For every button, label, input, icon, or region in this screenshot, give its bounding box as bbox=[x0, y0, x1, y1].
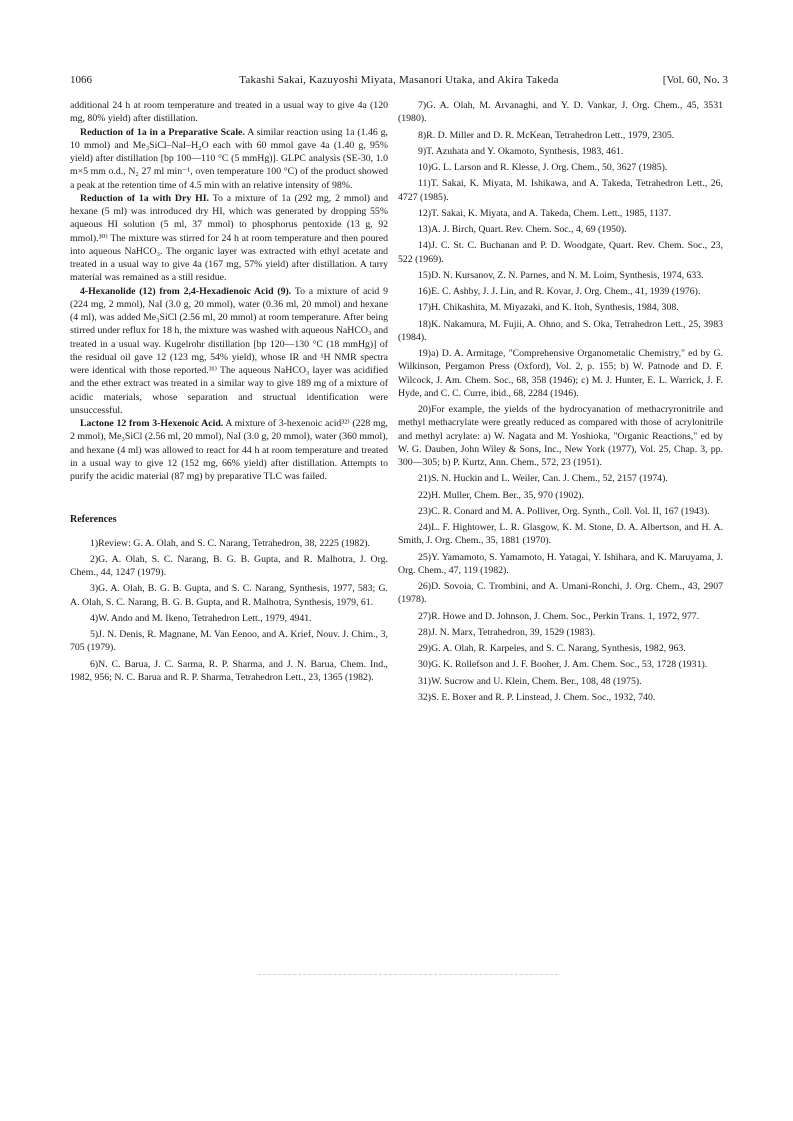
reference-number: 3) bbox=[90, 583, 99, 595]
reference-item bbox=[70, 612, 388, 625]
running-header bbox=[70, 73, 728, 89]
section-run-in-title: Reduction of 1a with Dry HI. bbox=[80, 192, 209, 204]
reference-number: 1) bbox=[90, 537, 99, 549]
volume-issue: [Vol. 60, No. 3 bbox=[662, 74, 728, 86]
references-list-left bbox=[70, 537, 388, 685]
reference-number: 18) bbox=[418, 318, 432, 330]
reference-item bbox=[398, 239, 723, 266]
reference-text: Y. Yamamoto, S. Yamamoto, H. Yatagai, Y. Ishihara, and K. Maruyama, J. Org. Chem., 47, 119 (1982). bbox=[398, 551, 723, 576]
reference-text: S. N. Huckin and L. Weiler, Can. J. Chem., 52, 2157 (1974). bbox=[431, 473, 668, 485]
reference-text: G. K. Rollefson and J. F. Booher, J. Am. Chem. Soc., 53, 1728 (1931). bbox=[431, 659, 708, 671]
reference-item bbox=[398, 472, 723, 485]
reference-item bbox=[398, 161, 723, 174]
reference-text: G. L. Larson and R. Klesse, J. Org. Chem., 50, 3627 (1985). bbox=[431, 162, 668, 173]
reference-text: N. C. Barua, J. C. Sarma, R. P. Sharma, and J. N. Barua, Chem. Ind., 1982, 956; N. C. Barua and R. P. Sharma, Tetrahedron Lett., 23, 1365 (1982). bbox=[70, 658, 388, 683]
reference-item bbox=[398, 505, 723, 518]
reference-item bbox=[70, 628, 388, 655]
right-column bbox=[398, 99, 723, 707]
footer-rule bbox=[258, 974, 558, 976]
reference-item bbox=[70, 553, 388, 580]
reference-text: T. Azuhata and Y. Okamoto, Synthesis, 1983, 461. bbox=[426, 145, 624, 157]
reference-number: 5) bbox=[90, 629, 99, 640]
reference-text: Review: G. A. Olah, and S. C. Narang, Tetrahedron, 38, 2225 (1982). bbox=[98, 537, 370, 549]
reference-item bbox=[398, 403, 723, 469]
reference-number: 9) bbox=[418, 145, 427, 157]
paragraph bbox=[70, 285, 388, 418]
paragraph bbox=[70, 126, 388, 192]
reference-text: A. J. Birch, Quart. Rev. Chem. Soc., 4, 69 (1950). bbox=[431, 224, 627, 235]
reference-text: H. Muller, Chem. Ber., 35, 970 (1902). bbox=[431, 489, 584, 501]
reference-number: 11) bbox=[418, 178, 431, 190]
reference-text: T. Sakai, K. Miyata, and A. Takeda, Chem. Lett., 1985, 1137. bbox=[431, 207, 671, 219]
reference-item bbox=[398, 285, 723, 298]
reference-number: 25) bbox=[418, 551, 432, 563]
left-column bbox=[70, 99, 388, 687]
references-list-right bbox=[398, 99, 723, 704]
reference-number: 23) bbox=[418, 505, 432, 517]
reference-text: C. R. Conard and M. A. Polliver, Org. Synth., Coll. Vol. II, 167 (1943). bbox=[431, 505, 710, 517]
reference-item bbox=[398, 521, 723, 548]
paragraph-text: additional 24 h at room temperature and treated in a usual way to give 4a (120 mg, 80% yield) after distillation. bbox=[70, 100, 388, 125]
reference-item bbox=[398, 318, 723, 345]
reference-text: For example, the yields of the hydrocyanation of methacryronitrile and methyl methacrylate were greatly reduced as compared with those of acrylonitrile and methyl acrylate: a) W. Nagata and M. Yoshioka, "Organic Reactions," ed by W. G. Dauben, John Wiley & Sons, Inc., New York (1977), Vol. 25, Chap. 3, pp. 300—305; b) P. Kurtz, Ann. Chem., 572, 23 (1951). bbox=[398, 404, 723, 468]
reference-text: G. A. Olah, R. Karpeles, and S. C. Narang, Synthesis, 1982, 963. bbox=[431, 643, 686, 654]
reference-text: J. N. Marx, Tetrahedron, 39, 1529 (1983). bbox=[431, 626, 596, 638]
reference-text: G. A. Olah, B. G. B. Gupta, and S. C. Narang, Synthesis, 1977, 583; G. A. Olah, S. C. Narang, B. G. B. Gupta, and R. Malhotra, Synthesis, 1979, 61. bbox=[70, 583, 388, 608]
reference-number: 26) bbox=[418, 581, 432, 592]
reference-number: 17) bbox=[418, 302, 432, 314]
reference-item bbox=[398, 129, 723, 142]
reference-number: 24) bbox=[418, 522, 432, 533]
section-run-in-title: Lactone 12 from 3-Hexenoic Acid. bbox=[80, 418, 224, 429]
reference-number: 29) bbox=[418, 643, 432, 654]
reference-text: D. N. Kursanov, Z. N. Parnes, and N. M. Loim, Synthesis, 1974, 633. bbox=[431, 269, 704, 281]
reference-text: E. C. Ashby, J. J. Lin, and R. Kovar, J. Org. Chem., 41, 1939 (1976). bbox=[431, 286, 701, 297]
reference-number: 10) bbox=[418, 162, 432, 173]
reference-text: R. Howe and D. Johnson, J. Chem. Soc., Perkin Trans. 1, 1972, 977. bbox=[431, 610, 700, 622]
section-run-in-title: Reduction of 1a in a Preparative Scale. bbox=[80, 126, 245, 138]
reference-number: 28) bbox=[418, 626, 432, 638]
reference-item bbox=[398, 177, 723, 204]
reference-text: J. C. St. C. Buchanan and P. D. Woodgate, Quart. Rev. Chem. Soc., 23, 522 (1969). bbox=[398, 240, 723, 265]
reference-text: W. Ando and M. Ikeno, Tetrahedron Lett., 1979, 4941. bbox=[98, 612, 312, 624]
reference-number: 30) bbox=[418, 659, 432, 671]
reference-text: K. Nakamura, M. Fujii, A. Ohno, and S. Oka, Tetrahedron Lett., 25, 3983 (1984). bbox=[398, 318, 723, 343]
references-heading: References bbox=[70, 514, 117, 526]
reference-item bbox=[70, 537, 388, 550]
reference-item bbox=[398, 347, 723, 400]
paragraph-text: To a mixture of 1a (292 mg, 2 mmol) and hexane (5 ml) was introduced dry HI, which was generated by dropping 55% aqueous HI solution (5 ml, 37 mmol) to phosphorus pentoxide (13 g, 92 mmol).³⁰⁾ The mixture was stirred for 24 h at room temperature and then poured into aqueous NaHCO₃. The organic layer was extracted with ethyl acetate and treated in a usual way to give 4a (167 mg, 57% yield) after distillation. A tarry material was remained as a still residue. bbox=[70, 192, 389, 284]
reference-item bbox=[398, 269, 723, 282]
reference-number: 27) bbox=[418, 610, 432, 622]
page-number: 1066 bbox=[70, 74, 92, 86]
reference-item bbox=[398, 691, 723, 704]
paragraph-text: To a mixture of acid 9 (224 mg, 2 mmol), NaI (3.0 g, 20 mmol), water (0.36 ml, 20 mmol) and hexane (4 ml), was added Me₃SiCl (2.56 ml, 20 mmol) at room temperature. After being stirred under reflux for 18 h, the mixture was washed with aqueous NaHCO₃ and treated in a usual way. Kugelrohr distillation [bp 120—130 °C (18 mmHg)] of the residual oil gave 12 (123 mg, 54% yield), whose IR and ¹H NMR spectra were identical with those reported.³¹⁾ The aqueous NaHCO₃ layer was acidified and the ether extract was treated in a similar way to give 189 mg of a mixture of acidic materials, whose separation and structual identification were unsuccessful. bbox=[70, 285, 388, 416]
reference-item bbox=[398, 610, 723, 623]
reference-item bbox=[398, 626, 723, 639]
reference-number: 8) bbox=[418, 129, 427, 141]
reference-text: S. E. Boxer and R. P. Linstead, J. Chem. Soc., 1932, 740. bbox=[431, 691, 656, 703]
reference-text: L. F. Hightower, L. R. Glasgow, K. M. Stone, D. A. Albertson, and H. A. Smith, J. Org. Chem., 35, 1881 (1970). bbox=[398, 522, 723, 547]
reference-number: 32) bbox=[418, 691, 432, 703]
reference-number: 14) bbox=[418, 240, 432, 252]
reference-text: R. D. Miller and D. R. McKean, Tetrahedron Lett., 1979, 2305. bbox=[426, 129, 675, 141]
reference-item bbox=[398, 489, 723, 502]
reference-item bbox=[398, 658, 723, 671]
reference-number: 2) bbox=[90, 553, 99, 565]
paragraph bbox=[70, 99, 388, 126]
reference-number: 16) bbox=[418, 286, 432, 297]
paragraph bbox=[70, 417, 388, 483]
reference-number: 19) bbox=[418, 348, 432, 359]
reference-number: 31) bbox=[418, 675, 432, 687]
reference-item bbox=[398, 580, 723, 607]
reference-text: T. Sakai, K. Miyata, M. Ishikawa, and A. Takeda, Tetrahedron Lett., 26, 4727 (1985). bbox=[398, 178, 723, 203]
reference-number: 7) bbox=[418, 100, 427, 111]
reference-item bbox=[398, 675, 723, 688]
reference-item bbox=[398, 642, 723, 655]
reference-item bbox=[398, 223, 723, 236]
running-authors: Takashi Sakai, Kazuyoshi Miyata, Masanori Utaka, and Akira Takeda bbox=[239, 74, 559, 86]
reference-number: 12) bbox=[418, 207, 432, 219]
reference-text: G. A. Olah, M. Arvanaghi, and Y. D. Vankar, J. Org. Chem., 45, 3531 (1980). bbox=[398, 100, 723, 125]
reference-text: a) D. A. Armitage, "Comprehensive Organometalic Chemistry," ed by G. Wilkinson, Pergamon Press (Oxford), Vol. 2, p. 155; b) W. Patnode and D. F. Wilcock, J. Am. Chem. Soc., 68, 358 (1946); c) M. J. Hunter, E. L. Warrick, J. F. Hyde, and C. C. Curre, ibid., 68, 2284 (1946). bbox=[398, 348, 723, 399]
reference-item bbox=[398, 551, 723, 578]
reference-item bbox=[398, 207, 723, 220]
paragraph bbox=[70, 192, 388, 285]
reference-text: J. N. Denis, R. Magnane, M. Van Eenoo, and A. Krief, Nouv. J. Chim., 3, 705 (1979). bbox=[70, 629, 388, 654]
reference-item bbox=[398, 99, 723, 126]
reference-number: 15) bbox=[418, 269, 432, 281]
reference-number: 21) bbox=[418, 473, 432, 485]
reference-number: 22) bbox=[418, 489, 432, 501]
reference-item bbox=[70, 582, 388, 609]
reference-number: 6) bbox=[90, 658, 99, 670]
paragraph-text: A similar reaction using 1a (1.46 g, 10 mmol) and Me₃SiCl–NaI–H₂O each with 60 mmol gave 4a (1.40 g, 95% yield) after distillation [bp 100—110 °C (5 mmHg)]. GLPC analysis (SE-30, 1.0 m×5 mm o.d., N₂ 27 ml min⁻¹, oven temperature 100 °C) of the product showed a peak at the retention time of 4.5 min with an relative intensity of 98%. bbox=[70, 126, 389, 191]
reference-text: G. A. Olah, S. C. Narang, B. G. B. Gupta, and R. Malhotra, J. Org. Chem., 44, 1247 (1979). bbox=[70, 553, 388, 578]
reference-item bbox=[70, 658, 388, 685]
reference-text: D. Sovoia, C. Trombini, and A. Umani-Ronchi, J. Org. Chem., 43, 2907 (1978). bbox=[398, 581, 723, 606]
reference-item bbox=[398, 145, 723, 158]
reference-number: 13) bbox=[418, 224, 432, 235]
reference-text: H. Chikashita, M. Miyazaki, and K. Itoh, Synthesis, 1984, 308. bbox=[431, 302, 679, 314]
reference-number: 4) bbox=[90, 612, 99, 624]
section-run-in-title: 4-Hexanolide (12) from 2,4-Hexadienoic Acid (9). bbox=[80, 285, 292, 297]
reference-text: W. Sucrow and U. Klein, Chem. Ber., 108, 48 (1975). bbox=[431, 675, 642, 687]
paragraph-text: A mixture of 3-hexenoic acid³²⁾ (228 mg, 2 mmol), Me₃SiCl (2.56 ml, 20 mmol), NaI (3.0 g, 20 mmol), water (360 mmol), and hexane (4 ml) was allowed to react for 44 h at room temperature and treated in a usual way to give 12 (152 mg, 66% yield) after distillation. Attempts to purify the acidic material (87 mg) by preparative TLC was failed. bbox=[70, 418, 388, 482]
reference-number: 20) bbox=[418, 404, 432, 415]
reference-item bbox=[398, 301, 723, 314]
